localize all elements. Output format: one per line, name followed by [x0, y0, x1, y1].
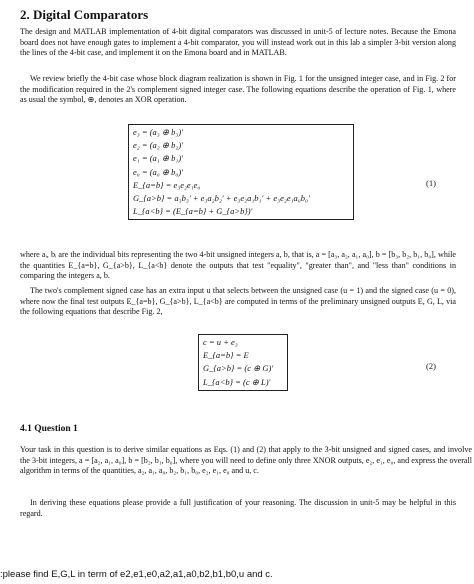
eq1-line: e₃ = (a₃ ⊕ b₃)′ [133, 127, 184, 137]
intro-paragraph: The design and MATLAB implementation of 4-bit digital comparators was discussed in unit-5 of lecture notes. Because the Emona board does not have enough gates to implement a 4-bit comparator, you will instead work out in this lab a simpler 3-bit version along the lines of the 4-bit case, and implement it on the Emona board and in MATLAB. [20, 27, 456, 57]
user-prompt-text: :please find E,G,L in term of e2,e1,e0,a2,a1,a0,b2,b1,b0,u and c. [0, 569, 273, 580]
eq1-line: L_{a<b} = (E_{a=b} + G_{a>b})′ [133, 206, 253, 217]
eq2-line: c = u + e₃ [203, 337, 238, 347]
signed-case-paragraph: The two's complement signed case has an extra input u that selects between the unsigned case (u = 1) and the signed case (u = 0), where now the final test outputs E_{a=b}, G_{a>b}, L_{a<b} are computed in terms of the preliminary unsigned outputs E, G, L, via the following equations that describe Fig. 2, [20, 286, 456, 316]
eq1-line: G_{a>b} = a₃b₃′ + e₃a₂b₂′ + e₃e₂a₁b₁′ + e₃e₂e₁a₀b₀′ [133, 193, 310, 204]
question-title: 4.1 Question 1 [20, 424, 78, 434]
equation-number-1: (1) [426, 178, 436, 188]
eq2-line: E_{a=b} = E [203, 350, 249, 361]
equation-box-2 [198, 334, 288, 391]
definitions-paragraph: where aᵢ, bᵢ are the individual bits representing the two 4-bit unsigned integers a, b, that is, a = [a₃, a₂, a₁, a₀], b = [b₃, b₂, b₁, b₀], while the quantities E_{a=b}, G_{a>b}, L_{a<b} denote the outputs that test "equality", "greater than", and "less than" conditions in comparing the integers a, b. [20, 250, 456, 280]
eq1-line: e₁ = (a₁ ⊕ b₁)′ [133, 153, 184, 164]
eq1-line: E_{a=b} = e₃e₂e₁e₀ [133, 179, 201, 190]
review-paragraph: We review briefly the 4-bit case whose block diagram realization is shown in Fig. 1 for the unsigned integer case, and in Fig. 2 for the modification required in the 2's complement signed integer case. The following equations describe the operation of Fig. 1, where as usual the symbol, ⊕, denotes an XOR operation. [20, 74, 456, 104]
justification-paragraph: In deriving these equations please provide a full justification of your reasoning. The discussion in unit-5 may be helpful in this regard. [20, 498, 456, 518]
eq2-line: G_{a>b} = (c ⊕ G)′ [203, 363, 274, 374]
eq1-line: e₀ = (a₀ ⊕ b₀)′ [133, 166, 184, 177]
eq1-line: e₂ = (a₂ ⊕ b₂)′ [133, 140, 184, 151]
section-title: 2. Digital Comparators [20, 7, 149, 22]
equation-box-1 [128, 124, 354, 220]
question-task-paragraph: Your task in this question is to derive similar equations as Eqs. (1) and (2) that apply to the 3-bit unsigned and signed cases, and involve the 3-bit integers, a = [a₂, a₁, a₀], b = [b₂, b₁, b₀], where you will need to define only three XNOR outputs, e₂, e₁, e₀, and express the overall algorithm in terms of the quantities, a₂, a₁, a₀, b₂, b₁, b₀, e₂, e₁, e₀ and u, c. [20, 445, 472, 476]
equation-number-2: (2) [426, 361, 436, 371]
eq2-line: L_{a<b} = (c ⊕ L)′ [203, 376, 271, 387]
